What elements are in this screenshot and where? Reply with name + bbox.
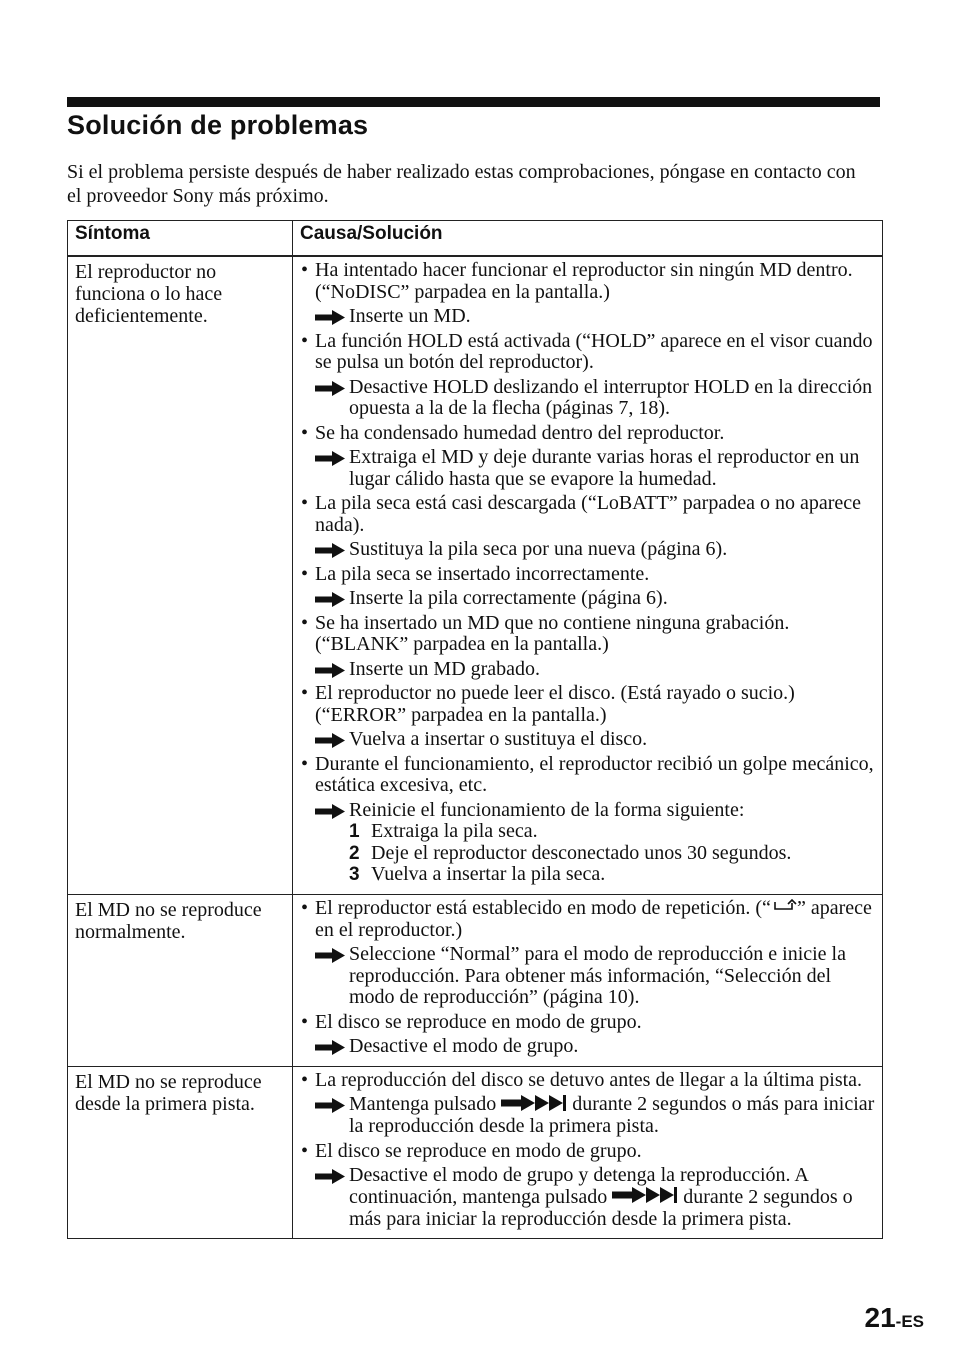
solution-text: Desactive el modo de grupo. <box>349 1035 579 1058</box>
cause-item: • La función HOLD está activada (“HOLD” aparece en el visor cuando se pulsa un botón del reproductor). <box>301 331 876 374</box>
solution-text: Extraiga el MD y deje durante varias horas el reproductor en un lugar cálido hasta que se evapore la humedad. <box>349 446 860 490</box>
solution-item <box>315 1036 876 1058</box>
solution-text: Inserte la pila correctamente (página 6). <box>349 587 668 609</box>
troubleshooting-table <box>67 220 883 1239</box>
cause-text: La pila seca se insertado incorrectamente. <box>315 562 650 585</box>
cause-text: El disco se reproduce en modo de grupo. <box>315 1139 642 1162</box>
cause-text: El reproductor está establecido en modo de repetición. (“ ” aparece en el reproductor.) <box>315 896 872 941</box>
step-text: Vuelva a insertar la pila seca. <box>371 863 606 885</box>
solution-text: Vuelva a insertar o sustituya el disco. <box>349 728 648 750</box>
cause-item: • Durante el funcionamiento, el reproductor recibió un golpe mecánico, estática excesiva, etc. <box>301 754 876 797</box>
cause-text: Ha intentado hacer funcionar el reproductor sin ningún MD dentro. (“NoDISC” parpadea en la pantalla.) <box>315 259 853 303</box>
step-number: 2 <box>349 842 360 864</box>
solution-text: Desactive el modo de grupo y detenga la reproducción. A continuación, mantenga pulsado durante 2 segundos o más para iniciar la reproducción desde la primera pista. <box>349 1164 853 1230</box>
cause-item: • El disco se reproduce en modo de grupo. <box>301 1139 642 1162</box>
cause-text: El disco se reproduce en modo de grupo. <box>315 1010 642 1033</box>
solution-text: Reinicie el funcionamiento de la forma siguiente: <box>349 798 745 821</box>
arrow-right-icon <box>315 377 349 420</box>
cause-item: • Ha intentado hacer funcionar el reproductor sin ningún MD dentro. (“NoDISC” parpadea en la pantalla.) <box>301 260 876 303</box>
cause-item: • Se ha condensado humedad dentro del reproductor. <box>301 421 725 444</box>
arrow-right-icon <box>315 588 349 610</box>
repeat-icon <box>771 898 797 920</box>
solution-text: Mantenga pulsado durante 2 segundos o más para iniciar la reproducción desde la primera pista. <box>349 1093 875 1138</box>
cause-item: • La pila seca está casi descargada (“LoBATT” parpadea o no aparece nada). <box>301 493 876 536</box>
step-text: Deje el reproductor desconectado unos 30 segundos. <box>371 841 792 864</box>
arrow-right-icon <box>315 1165 349 1230</box>
cause-item: • Se ha insertado un MD que no contiene ninguna grabación. (“BLANK” parpadea en la pantalla.) <box>301 613 876 656</box>
solution-item <box>315 1165 876 1230</box>
page-language-suffix: -ES <box>895 1312 924 1331</box>
reset-step <box>349 864 876 886</box>
solution-text: Sustituya la pila seca por una nueva (página 6). <box>349 538 728 560</box>
symptom-cell: El MD no se reproduce normalmente. <box>68 894 293 1066</box>
page-title: Solución de problemas <box>67 110 369 140</box>
cause-item: • El reproductor está establecido en modo de repetición. (“ ” aparece en el reproductor.) <box>301 898 876 942</box>
cause-text: La pila seca está casi descargada (“LoBATT” parpadea o no aparece nada). <box>315 492 861 536</box>
arrow-right-icon <box>315 1036 349 1058</box>
arrow-right-icon <box>315 1094 349 1138</box>
solution-item <box>315 447 876 490</box>
table-row <box>68 256 883 894</box>
cause-item: • El reproductor no puede leer el disco. (Está rayado o sucio.) (“ERROR” parpadea en la pantalla.) <box>301 683 876 726</box>
page-number <box>865 1302 925 1334</box>
cause-cell <box>293 894 883 1066</box>
cause-text: La reproducción del disco se detuvo antes de llegar a la última pista. <box>315 1068 863 1091</box>
solution-item <box>315 729 876 751</box>
solution-item <box>315 306 876 328</box>
table-row <box>68 1066 883 1239</box>
cause-text: Se ha insertado un MD que no contiene ninguna grabación. (“BLANK” parpadea en la pantalla.) <box>315 611 790 655</box>
reset-step <box>349 821 876 843</box>
arrow-right-icon <box>315 539 349 561</box>
solution-text: Desactive HOLD deslizando el interruptor HOLD en la dirección opuesta a la de la flecha (páginas 7, 18). <box>349 375 873 419</box>
arrow-right-icon <box>315 800 349 822</box>
header-symptom: Síntoma <box>68 221 293 257</box>
intro-paragraph: Si el problema persiste después de haber realizado estas comprobaciones, póngase en contacto con el proveedor Sony más próximo. <box>67 161 856 207</box>
table-header-row <box>68 221 883 257</box>
cause-cell <box>293 256 883 894</box>
cause-text: La función HOLD está activada (“HOLD” aparece en el visor cuando se pulsa un botón del reproductor). <box>315 329 873 373</box>
arrow-right-icon <box>315 447 349 490</box>
arrow-right-icon <box>315 659 349 681</box>
cause-text: Durante el funcionamiento, el reproductor recibió un golpe mecánico, estática excesiva, etc. <box>315 752 874 796</box>
play-next-icon <box>501 1095 567 1117</box>
solution-item <box>315 1094 876 1138</box>
page-number-value: 21 <box>864 1302 896 1333</box>
solution-text: Inserte un MD grabado. <box>349 657 541 680</box>
solution-text: Seleccione “Normal” para el modo de reproducción e inicie la reproducción. Para obtener más información, “Selección del modo de reproducción” (página 10). <box>349 943 846 1009</box>
solution-item <box>315 377 876 420</box>
play-next-icon <box>612 1187 678 1209</box>
solution-item <box>315 539 876 561</box>
cause-item: • El disco se reproduce en modo de grupo. <box>301 1010 642 1033</box>
cause-item: • La pila seca se insertado incorrectamente. <box>301 562 650 585</box>
header-cause-solution: Causa/Solución <box>293 221 883 257</box>
solution-item <box>315 800 876 822</box>
symptom-cell: El MD no se reproduce desde la primera pista. <box>68 1066 293 1239</box>
header-rule <box>67 97 880 107</box>
symptom-cell: El reproductor no funciona o lo hace deficientemente. <box>68 256 293 894</box>
step-text: Extraiga la pila seca. <box>371 820 538 842</box>
table-row <box>68 894 883 1066</box>
solution-text: Inserte un MD. <box>349 305 471 327</box>
cause-text: Se ha condensado humedad dentro del reproductor. <box>315 421 725 444</box>
solution-item <box>315 659 876 681</box>
arrow-right-icon <box>315 729 349 751</box>
arrow-right-icon <box>315 944 349 1009</box>
solution-item <box>315 588 876 610</box>
reset-step <box>349 843 876 865</box>
cause-text: El reproductor no puede leer el disco. (Está rayado o sucio.) (“ERROR” parpadea en la pantalla.) <box>315 682 795 726</box>
arrow-right-icon <box>315 306 349 328</box>
cause-cell <box>293 1066 883 1239</box>
cause-item: • La reproducción del disco se detuvo antes de llegar a la última pista. <box>301 1068 863 1091</box>
step-number: 1 <box>349 821 360 842</box>
step-number: 3 <box>349 864 360 885</box>
solution-item <box>315 944 876 1009</box>
